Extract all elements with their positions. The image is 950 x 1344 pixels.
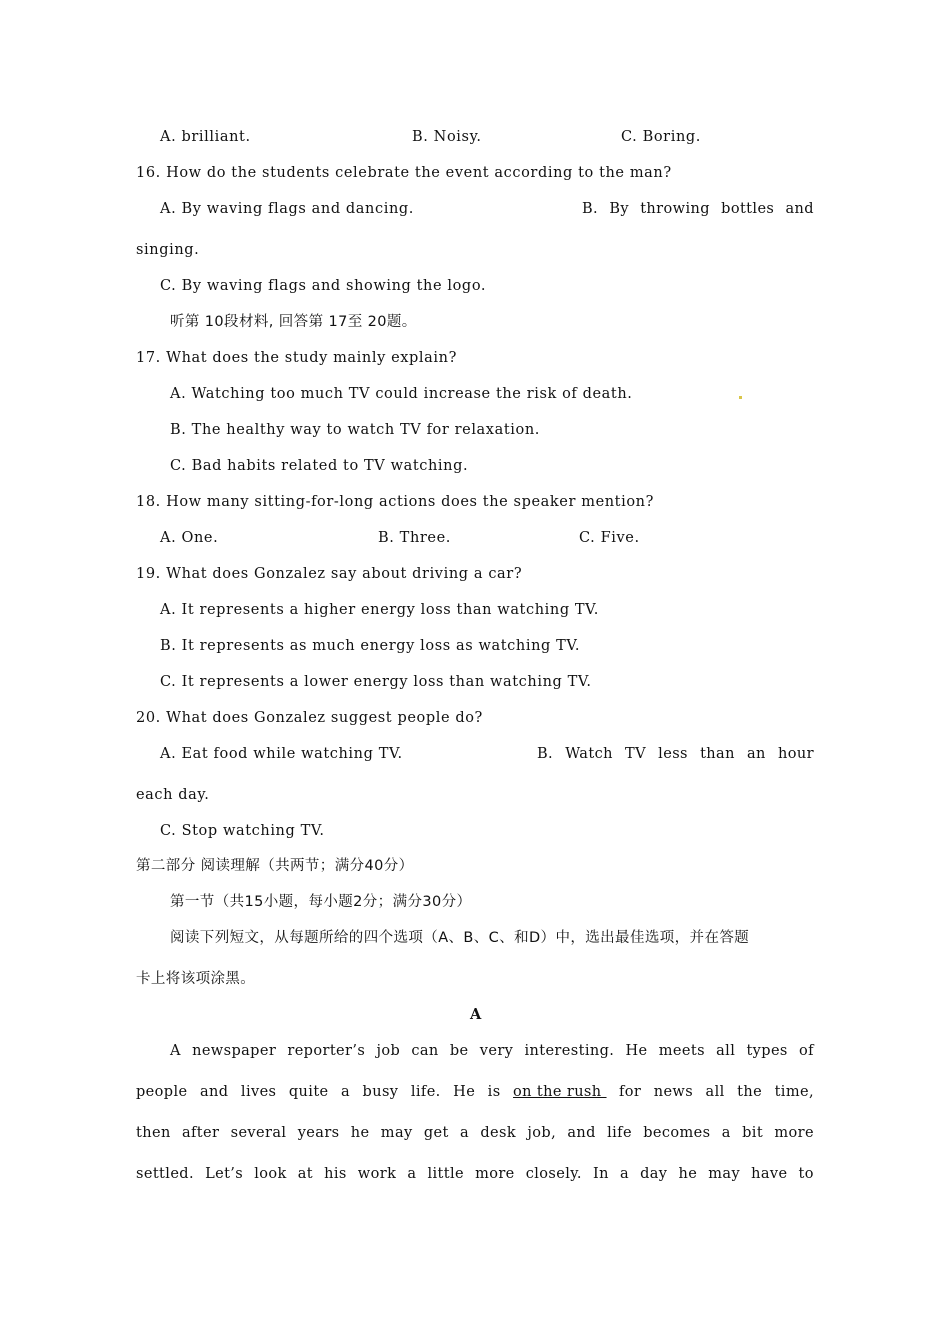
- word: get: [423, 1125, 449, 1141]
- word: than: [700, 746, 735, 762]
- q20-stem: 20. What does Gonzalez suggest people do?: [136, 710, 483, 726]
- passage-title: A: [470, 1006, 482, 1023]
- q20-option-a: A. Eat food while watching TV.: [160, 746, 403, 762]
- q18-option-a: A. One.: [160, 530, 219, 546]
- word: several: [230, 1125, 287, 1141]
- scan-speck: [739, 396, 742, 399]
- word: quite: [288, 1084, 329, 1100]
- word: bit: [742, 1125, 764, 1141]
- word: may: [380, 1125, 413, 1141]
- word: news: [653, 1084, 694, 1100]
- word: bottles: [721, 201, 775, 217]
- word: a: [619, 1166, 629, 1182]
- word: less: [658, 746, 688, 762]
- q18-option-c: C. Five.: [579, 530, 640, 546]
- word: job,: [527, 1125, 557, 1141]
- q20-option-b: [537, 745, 814, 763]
- word: interesting.: [524, 1043, 615, 1059]
- q15-option-c: C. Boring.: [621, 129, 701, 145]
- word: lives: [240, 1084, 277, 1100]
- word: He: [453, 1084, 476, 1100]
- word: reporter’s: [287, 1043, 366, 1059]
- word: may: [708, 1166, 741, 1182]
- word: have: [751, 1166, 788, 1182]
- word: a: [721, 1125, 731, 1141]
- q19-option-b: B. It represents as much energy loss as watching TV.: [160, 638, 581, 654]
- word: job: [376, 1043, 401, 1059]
- q16-option-b: [582, 200, 814, 218]
- word: He: [625, 1043, 648, 1059]
- word: after: [181, 1125, 220, 1141]
- word: busy: [362, 1084, 399, 1100]
- part2-instruction-line2: 卡上将该项涂黑。: [136, 971, 256, 987]
- q16-option-c: C. By waving flags and showing the logo.: [160, 278, 487, 294]
- word: more: [774, 1125, 814, 1141]
- q19-option-c: C. It represents a lower energy loss than watching TV.: [160, 674, 592, 690]
- word: and: [199, 1084, 229, 1100]
- word: work: [357, 1166, 397, 1182]
- word: meets: [658, 1043, 705, 1059]
- q17-option-b: B. The healthy way to watch TV for relaxation.: [170, 422, 540, 438]
- q15-option-a: A. brilliant.: [160, 129, 251, 145]
- word: throwing: [640, 201, 710, 217]
- word: settled.: [136, 1166, 194, 1182]
- word: he: [350, 1125, 370, 1141]
- word: hour: [777, 746, 814, 762]
- q20-option-b-continued: each day.: [136, 787, 210, 803]
- word: life: [607, 1125, 632, 1141]
- q17-stem: 17. What does the study mainly explain?: [136, 350, 457, 366]
- word: he: [678, 1166, 698, 1182]
- word: look: [254, 1166, 287, 1182]
- word: life.: [410, 1084, 441, 1100]
- word: time,: [774, 1084, 814, 1100]
- q18-stem: 18. How many sitting-for-long actions does the speaker mention?: [136, 494, 654, 510]
- word: B.: [537, 746, 554, 762]
- q16-option-b-continued: singing.: [136, 242, 200, 258]
- word: a: [460, 1125, 470, 1141]
- word: types: [746, 1043, 788, 1059]
- q15-option-b: B. Noisy.: [412, 129, 482, 145]
- word: very: [479, 1043, 514, 1059]
- word: TV: [625, 746, 646, 762]
- word: all: [705, 1084, 725, 1100]
- passage-line-1: [170, 1042, 814, 1060]
- word: all: [716, 1043, 736, 1059]
- word: becomes: [643, 1125, 711, 1141]
- q19-stem: 19. What does Gonzalez say about driving a car?: [136, 566, 523, 582]
- word: of: [798, 1043, 814, 1059]
- word: the: [737, 1084, 763, 1100]
- q18-option-b: B. Three.: [378, 530, 451, 546]
- q17-option-c: C. Bad habits related to TV watching.: [170, 458, 469, 474]
- word: at: [297, 1166, 314, 1182]
- section10-instruction: 听第 10段材料, 回答第 17至 20题。: [170, 314, 417, 330]
- word: By: [609, 201, 629, 217]
- word: can: [411, 1043, 439, 1059]
- word: and: [567, 1125, 596, 1141]
- word: years: [297, 1125, 340, 1141]
- word: Let’s: [205, 1166, 244, 1182]
- word: desk: [480, 1125, 517, 1141]
- word: Watch: [565, 746, 613, 762]
- word: A: [170, 1043, 181, 1059]
- word: more: [475, 1166, 515, 1182]
- word: is: [487, 1084, 501, 1100]
- word: newspaper: [192, 1043, 277, 1059]
- word: an: [747, 746, 766, 762]
- word: his: [324, 1166, 347, 1182]
- passage-line-3: [136, 1124, 814, 1142]
- part2-instruction-line1: 阅读下列短文，从每题所给的四个选项（A、B、C、和D）中，选出最佳选项，并在答题: [170, 930, 750, 946]
- q16-option-a: A. By waving flags and dancing.: [160, 201, 414, 217]
- word: and: [785, 201, 814, 217]
- word: a: [341, 1084, 351, 1100]
- passage-line-2: [136, 1083, 814, 1101]
- word: In: [593, 1166, 609, 1182]
- word: B.: [582, 201, 599, 217]
- word: be: [449, 1043, 469, 1059]
- word: little: [427, 1166, 464, 1182]
- part2-title: 第二部分 阅读理解（共两节；满分40分）: [136, 858, 414, 874]
- word: a: [407, 1166, 417, 1182]
- word: day: [640, 1166, 668, 1182]
- word: then: [136, 1125, 171, 1141]
- q17-option-a: A. Watching too much TV could increase the risk of death.: [170, 386, 633, 402]
- word: for: [619, 1084, 642, 1100]
- passage-line-4: [136, 1165, 814, 1183]
- q16-stem: 16. How do the students celebrate the event according to the man?: [136, 165, 672, 181]
- q19-option-a: A. It represents a higher energy loss than watching TV.: [160, 602, 599, 618]
- word: to: [798, 1166, 814, 1182]
- word: people: [136, 1084, 188, 1100]
- part2-section1-title: 第一节（共15小题，每小题2分；满分30分）: [170, 894, 472, 910]
- underlined-phrase: on the rush: [513, 1084, 607, 1100]
- word: closely.: [525, 1166, 582, 1182]
- q20-option-c: C. Stop watching TV.: [160, 823, 325, 839]
